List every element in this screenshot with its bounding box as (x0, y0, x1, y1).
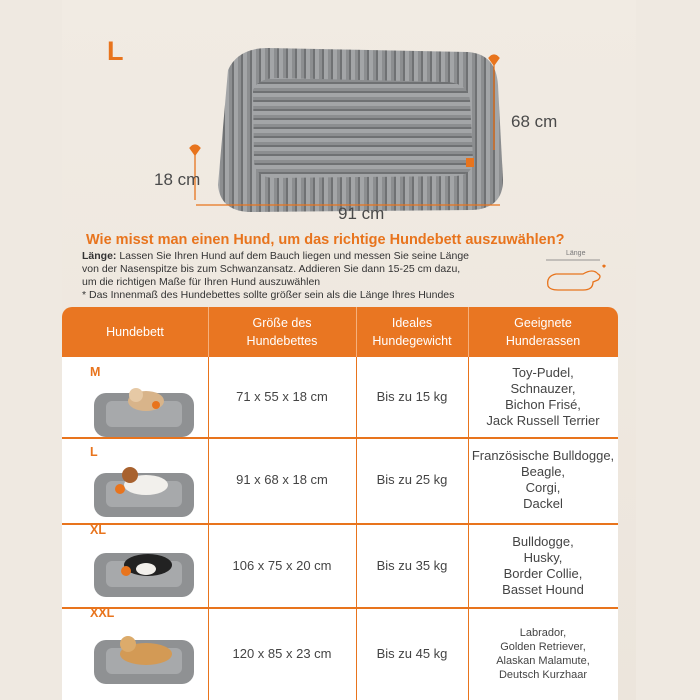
row-m-size: M (90, 365, 101, 379)
dog-bed-illustration (198, 30, 508, 220)
row-m-breeds (468, 357, 618, 437)
header-breeds (468, 307, 618, 357)
row-m-dims: 71 x 55 x 18 cm (236, 389, 328, 404)
guide-line-3: um die richtigen Maße für Ihren Hund auszuwählen (82, 276, 321, 288)
row-xl-breeds (468, 523, 618, 609)
dim-width: 91 cm (338, 204, 385, 223)
header-size (208, 307, 356, 357)
dog-measure-icon (538, 246, 618, 296)
row-xxl-breed-1: Labrador, (519, 626, 567, 639)
header-weight (356, 307, 468, 357)
column-divider (356, 357, 357, 700)
table-header (62, 307, 618, 357)
dim-height: 18 cm (154, 170, 201, 189)
header-size-l2: Hundebettes (246, 334, 318, 348)
bed-l-thumbnail (88, 455, 206, 525)
row-xl-breed-1: Bulldogge, (512, 534, 574, 549)
row-xl-breed-2: Husky, (523, 550, 563, 565)
header-size-l1: Größe des (252, 316, 312, 330)
row-m-weight: Bis zu 15 kg (376, 389, 448, 404)
column-divider (468, 357, 469, 700)
row-l-size: L (90, 445, 98, 459)
column-divider (208, 357, 209, 700)
row-l-breeds (468, 437, 618, 523)
guide-question: Wie misst man einen Hund, um das richtige Hundebett auszuwählen? (86, 232, 565, 248)
row-m-breed-1: Toy-Pudel, (512, 365, 574, 380)
header-divider (468, 307, 469, 357)
row-xl-weight: Bis zu 35 kg (376, 558, 448, 573)
row-xxl-breed-3: Alaskan Malamute, (496, 654, 590, 667)
row-xl-size: XL (90, 523, 106, 537)
header-divider (208, 307, 209, 357)
bed-m-thumbnail (88, 375, 206, 445)
bed-xl-thumbnail (88, 535, 206, 605)
row-xl-breed-4: Basset Hound (502, 582, 584, 597)
header-weight-l1: Ideales (391, 316, 433, 330)
guide-line-1: Lassen Sie Ihren Hund auf dem Bauch liegen und messen Sie seine Länge (116, 250, 469, 262)
row-m-breed-4: Jack Russell Terrier (486, 413, 600, 428)
row-m-breed-3: Bichon Frisé, (505, 397, 581, 412)
row-l-weight: Bis zu 25 kg (376, 472, 448, 487)
row-l-dims: 91 x 68 x 18 cm (236, 472, 328, 487)
row-xl-dims: 106 x 75 x 20 cm (232, 558, 332, 573)
header-divider (356, 307, 357, 357)
row-xxl-weight: Bis zu 45 kg (376, 645, 448, 661)
row-xxl-breed-4: Deutsch Kurzhaar (498, 668, 588, 681)
row-xxl-size: XXL (90, 606, 115, 620)
row-xxl-breed-2: Golden Retriever, (500, 640, 586, 653)
guide-line-2: von der Nasenspitze bis zum Schwanzansatz. Addieren Sie dann 15-25 cm dazu, (82, 263, 461, 275)
length-label: Länge: (82, 250, 117, 262)
guide-text (82, 250, 522, 302)
row-xxl-breeds (468, 607, 618, 700)
bed-xxl-thumbnail (88, 622, 206, 692)
header-weight-l2: Hundegewicht (372, 334, 452, 348)
header-breeds-l1: Geeignete (514, 316, 572, 330)
guide-note: * Das Innenmaß des Hundebettes sollte größer sein als die Länge Ihres Hundes (82, 289, 455, 301)
row-l-breed-1: Französische Bulldogge, (471, 448, 615, 463)
row-l-breed-4: Dackel (523, 496, 563, 511)
row-l-breed-2: Beagle, (520, 464, 566, 479)
row-xxl-dims: 120 x 85 x 23 cm (232, 645, 332, 661)
size-letter: L (107, 36, 124, 66)
header-hundebett: Hundebett (106, 325, 164, 339)
size-table (62, 307, 618, 700)
dim-depth: 68 cm (511, 112, 558, 131)
silhouette-label: Länge (566, 250, 586, 257)
header-breeds-l2: Hunderassen (505, 334, 581, 348)
row-xl-breed-3: Border Collie, (503, 566, 583, 581)
row-m-breed-2: Schnauzer, (510, 381, 576, 396)
row-l-breed-3: Corgi, (525, 480, 561, 495)
